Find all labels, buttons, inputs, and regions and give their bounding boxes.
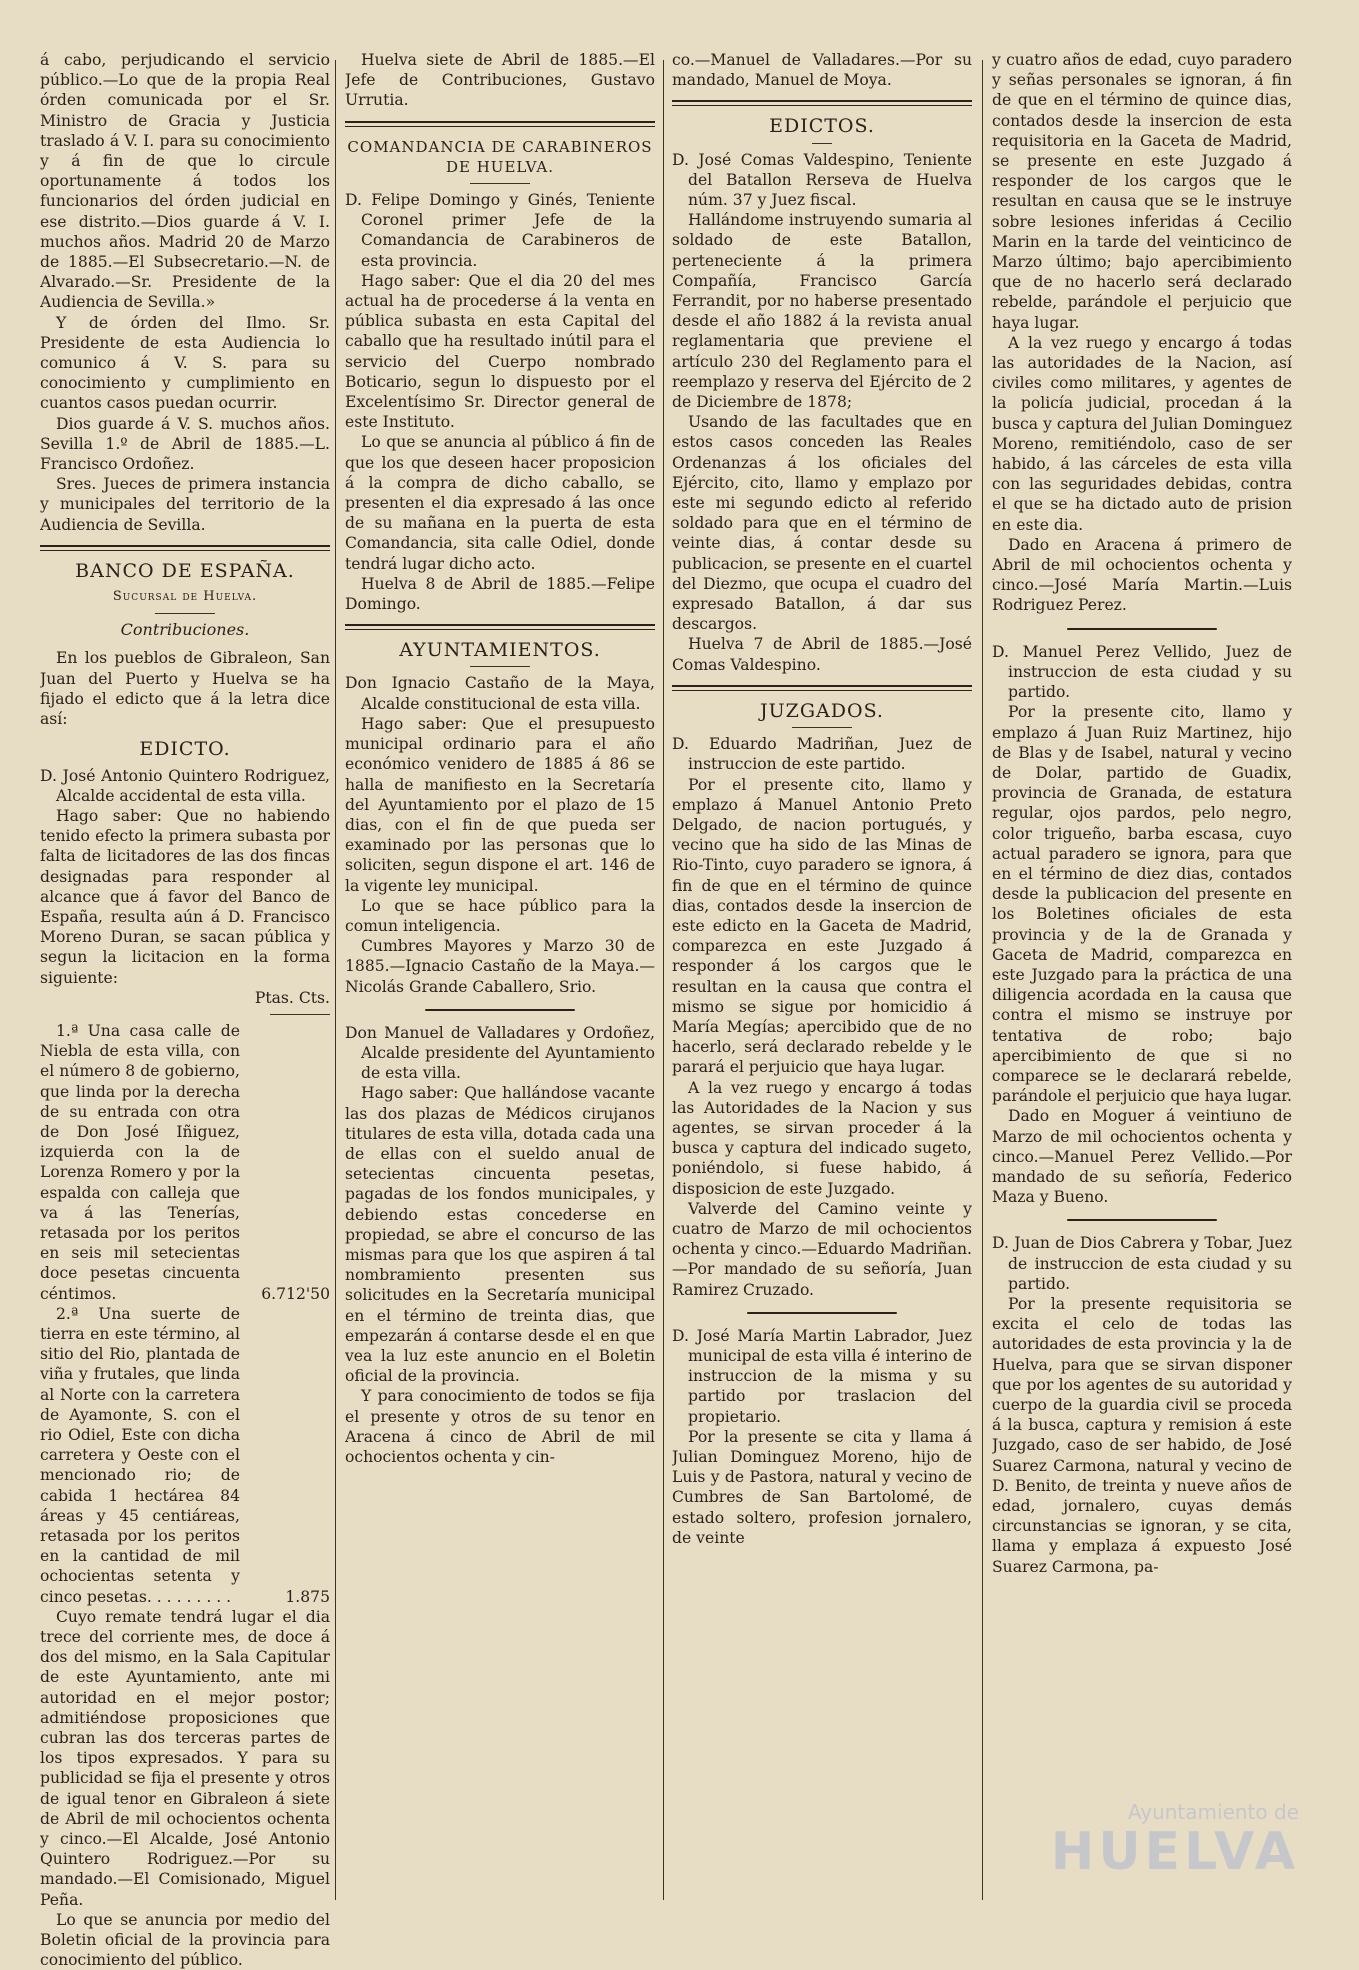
paragraph: Por la presente cito, llamo y emplazo á Juan Ruiz Martinez, hijo de Blas y de Isabel, natural y vecino de Dolar, partido de Guadix, provincia de Granada, de estatura regular, ojos pardos, pelo negro, color trigueño, barba escasa, cuyo actual paradero se ignora, para que en el término de diez dias, contados desde la publicacion del presente en los Boletines oficiales de esta provincia y de la de Granada y Gaceta de Madrid, comparezca en este Juzgado para la práctica de una diligencia acordada en la causa que contra el mismo se instruye por tentativa de robo; bajo apercibimiento de que si no comparece se le declarará rebelde, parándole el perjuicio que haya lugar. (992, 703, 1292, 1106)
section-title-ayuntamientos: AYUNTAMIENTOS. (399, 639, 601, 662)
paragraph: Lo que se anuncia al público á fin de que los que deseen hacer proposicion á la compra de dicho caballo, se presenten el dia expresado á las once de su mañana en la puerta de esta Comandancia, sita calle Odiel, donde tendrá lugar dicho acto. (345, 433, 655, 573)
ornamental-rule (425, 1009, 575, 1011)
short-rule (270, 1014, 330, 1015)
paragraph: Huelva 8 de Abril de 1885.—Felipe Domingo. (345, 574, 655, 614)
paragraph: Dado en Moguer á veintiuno de Marzo de mil ochocientos ochenta y cinco.—Manuel Perez Vellido.—Por mandado de su señoría, Federico Maza y Bueno. (992, 1107, 1292, 1207)
section-divider (40, 545, 330, 551)
currency-header: Ptas. Cts. (254, 988, 330, 1007)
column-2 (345, 50, 655, 1467)
paragraph: Dado en Aracena á primero de Abril de mil ochocientos ochenta y cinco.—José María Martin.—Luis Rodriguez Perez. (992, 535, 1292, 615)
paragraph: Lo que se hace público para la comun inteligencia. (345, 896, 655, 935)
section-divider (345, 624, 655, 630)
paragraph: Por la presente se cita y llama á Julian Dominguez Moreno, hijo de Luis y de Pastora, natural y vecino de Cumbres de San Bartolomé, de estado soltero, profesion jornalero, de veinte (672, 1427, 972, 1547)
column-4 (992, 50, 1292, 1577)
issuer: D. Eduardo Madriñan, Juez de instruccion de este partido. (672, 735, 972, 774)
paragraph: Hallándome instruyendo sumaria al soldado de este Batallon, perteneciente á la primera Compañía, Francisco García Ferrandit, por no haberse presentado desde el año 1882 á la revista anual reglamentaria que previene el artículo 230 del Reglamento para el reemplazo y reserva del Ejército de 2 de Diciembre de 1878; (672, 211, 972, 412)
paragraph: Por el presente cito, llamo y emplazo á Manuel Antonio Preto Delgado, de nacion portugués, y vecino que ha sido de las Minas de Rio-Tinto, cuyo paradero se ignora, á fin de que en el término de quince dias, contados desde la insercion de este edicto en la Gaceta de Madrid, comparezca en este Juzgado á responder á los cargos que le resultan en la causa que contra el mismo se sigue por homicidio á María Megías; apercibido que de no hacerlo, será declarado rebelde y le parará el perjuicio que haya lugar. (672, 775, 972, 1077)
paragraph: á cabo, perjudicando el servicio público.—Lo que de la propia Real órden comunicada por el Sr. Ministro de Gracia y Justicia traslado á V. I. para su conocimiento y á fin de que lo circule oportunamente á todos los funcionarios del órden judicial en ese distrito.—Dios guarde á V. I. muchos años. Madrid 20 de Marzo de 1885.—El Subsecretario.—N. de Alvarado.—Sr. Presidente de la Audiencia de Sevilla.» (40, 51, 330, 312)
paragraph: Cuyo remate tendrá lugar el dia trece del corriente mes, de doce á dos del mismo, en la Sala Capitular de este Ayuntamiento, ante mi autoridad en el mejor postor; admitiéndose proposiciones que cubran las dos terceras partes de los tipos expresados. Y para su publicidad se fija el presente y otros de igual tenor en Gibraleon á siete de Abril de mil ochocientos ochenta y cinco.—El Alcalde, José Antonio Quintero Rodriguez.—Por su mandado.—El Comisionado, Miguel Peña. (40, 1607, 330, 1909)
issuer: D. José Comas Valdespino, Teniente del Batallon Rerseva de Huelva núm. 37 y Juez fiscal. (672, 150, 972, 210)
short-rule (155, 613, 215, 614)
section-title-juzgados: JUZGADOS. (760, 699, 884, 722)
paragraph: Cumbres Mayores y Marzo 30 de 1885.—Ignacio Castaño de la Maya.—Nicolás Grande Caballero, Srio. (345, 937, 655, 996)
edicto-title: EDICTO. (139, 738, 231, 761)
paragraph: Y de órden del Ilmo. Sr. Presidente de esta Audiencia lo comunico á V. S. para su conocimiento y cumplimiento en cuantos casos puedan ocurrir. (40, 313, 330, 413)
issuer: Don Ignacio Castaño de la Maya, Alcalde constitucional de esta villa. (345, 674, 655, 713)
short-rule (792, 727, 852, 728)
ornamental-rule (1067, 628, 1217, 630)
section-divider (672, 685, 972, 691)
item-text: 1.ª Una casa calle de Niebla de esta villa, con el número 8 de gobierno, que linda por la derecha de su entrada con otra de Don José Iñiguez, izquierda con la de Lorenza Romero y por la espalda con calleja que va á las Tenerías, retasada por los peritos en seis mil setecientas doce pesetas cincuenta céntimos. (40, 1021, 240, 1303)
ornamental-rule (747, 1312, 897, 1314)
property-item (40, 1304, 330, 1607)
paragraph: Hago saber: Que el presupuesto municipal ordinario para el año económico venidero de 1885 á 86 se halla de manifiesto en la Secretaría del Ayuntamiento por el plazo de 15 dias, con el fin de que pueda ser examinado por las personas que lo soliciten, segun dispone el art. 146 de la vigente ley municipal. (345, 714, 655, 895)
issuer: D. José Antonio Quintero Rodriguez, Alcalde accidental de esta villa. (40, 766, 330, 805)
paragraph: Hago saber: Que hallándose vacante las dos plazas de Médicos cirujanos titulares de esta villa, dotada cada una de ellas con el sueldo anual de setecientas cincuenta pesetas, pagadas de los fondos municipales, y debiendo estas concederse en propiedad, se abre el concurso de las mismas para que los que aspiren á tal nombramiento presenten sus solicitudes en la Secretaría municipal en el término de treinta dias, que empezarán á contarse desde el en que vea la luz este anuncio en el Boletin oficial de la provincia. (345, 1084, 655, 1386)
column-3 (672, 50, 972, 1548)
section-subheading: Contribuciones. (120, 620, 250, 640)
newspaper-page (20, 50, 1350, 1970)
item-text: 2.ª Una suerte de tierra en este término, al sitio del Rio, plantada de viña y frutales, que linda al Norte con la carretera de Ayamonte, S. con el rio Odiel, Este con dicha carretera y Oeste con el mencionado rio; de cabida 1 hectárea 84 áreas y 45 centiáreas, retasada por los peritos en la cantidad de mil ochocientas setenta y cinco pesetas. . . . . . . . . (40, 1304, 240, 1606)
column-divider (663, 60, 664, 1900)
section-title-edictos: EDICTOS. (769, 115, 875, 138)
paragraph: Hago saber: Que el dia 20 del mes actual ha de procederse á la venta en pública subasta en esta Capital del caballo que ha resultado inútil para el servicio del Cuerpo nombrado Boticario, segun lo dispuesto por el Excelentísimo Sr. Director general de este Instituto. (345, 271, 655, 432)
paragraph: A la vez ruego y encargo á todas las autoridades de la Nacion, así civiles como militares, y agentes de la policía judicial, procedan á la busca y captura del Julian Dominguez Moreno, remitiéndolo, caso de ser habido, á las cárceles de esta villa con las seguridades debidas, contra el que se ha dictado auto de prision en este dia. (992, 333, 1292, 534)
paragraph: Hago saber: Que no habiendo tenido efecto la primera subasta por falta de licitadores de las dos fincas designadas para responder al alcance que á favor del Banco de España, resulta aún á D. Francisco Moreno Duran, se sacan pública y segun la licitacion en la forma siguiente: (40, 806, 330, 987)
paragraph: Valverde del Camino veinte y cuatro de Marzo de mil ochocientos ochenta y cinco.—Eduardo Madriñan.—Por mandado de su señoría, Juan Ramirez Cruzado. (672, 1199, 972, 1299)
paragraph: En los pueblos de Gibraleon, San Juan del Puerto y Huelva se ha fijado el edicto que á la letra dice así: (40, 649, 330, 729)
column-divider (335, 60, 336, 1900)
issuer: Don Manuel de Valladares y Ordoñez, Alcalde presidente del Ayuntamiento de esta villa. (345, 1023, 655, 1083)
section-title-carabineros: COMANDANCIA DE CARABINEROS DE HUELVA. (347, 137, 653, 176)
short-rule (812, 143, 832, 144)
paragraph: Huelva siete de Abril de 1885.—El Jefe de Contribuciones, Gustavo Urrutia. (345, 51, 655, 110)
issuer: D. Felipe Domingo y Ginés, Teniente Coronel primer Jefe de la Comandancia de Carabineros de esta provincia. (345, 191, 655, 270)
watermark-line: Ayuntamiento de (1127, 1800, 1299, 1824)
issuer: D. Manuel Perez Vellido, Juez de instruccion de esta ciudad y su partido. (992, 642, 1292, 702)
section-divider (672, 100, 972, 106)
short-rule (470, 183, 530, 184)
archive-watermark (1049, 1800, 1299, 1895)
paragraph: Dios guarde á V. S. muchos años. Sevilla 1.º de Abril de 1885.—L. Francisco Ordoñez. (40, 414, 330, 474)
paragraph: Y para conocimiento de todos se fija el presente y otros de su tenor en Aracena á cinco de Abril de mil ochocientos ochenta y cin- (345, 1387, 655, 1466)
paragraph: Sres. Jueces de primera instancia y municipales del territorio de la Audiencia de Sevilla. (40, 475, 330, 534)
paragraph: y cuatro años de edad, cuyo paradero y señas personales se ignoran, á fin de que en el término de quince dias, contados desde la insercion de esta requisitoria en la Gaceta de Madrid, se presente en este Juzgado á responder de los cargos que le resultan en causa que se le instruye sobre lesiones inferidas á Cecilio Marin en la tarde del veinticinco de Marzo último; bajo apercibimiento que de no hacerlo será declarado rebelde, parándole el perjuicio que haya lugar. (992, 51, 1292, 332)
paragraph: A la vez ruego y encargo á todas las Autoridades de la Nacion y sus agentes, se sirvan proceder á la busca y captura del indicado sugeto, poniéndolo, si fuese habido, á disposicion de este Juzgado. (672, 1078, 972, 1198)
ornamental-rule (1067, 1219, 1217, 1221)
column-1 (40, 50, 330, 1970)
section-subtitle: Sucursal de Huelva. (112, 589, 258, 605)
paragraph: Usando de las facultades que en estos casos conceden las Reales Ordenanzas á los oficiales del Ejército, cito, llamo y emplazo por este mi segundo edicto al referido soldado para que en el término de veinte dias, á contar desde su publicacion, se presente en el cuartel del Diezmo, que ocupa el cuadro del expresado Batallon, á dar sus descargos. (672, 413, 972, 634)
property-item (40, 1021, 330, 1304)
item-amount: 1.875 (285, 1587, 330, 1606)
short-rule (470, 666, 530, 667)
paragraph: co.—Manuel de Valladares.—Por su mandado, Manuel de Moya. (672, 51, 972, 90)
paragraph: Por la presente requisitoria se excita el celo de todas las autoridades de esta provincia y la de Huelva, para que se sirvan disponer que por los agentes de su autoridad y cuerpo de la guardia civil se proceda á la busca, captura y remision á este Juzgado, caso de ser habido, de José Suarez Carmona, natural y vecino de D. Benito, de treinta y nueve años de edad, jornalero, cuyas demás circunstancias se ignoran, y se cita, llama y emplaza á expuesto José Suarez Carmona, pa- (992, 1294, 1292, 1576)
issuer: D. José María Martin Labrador, Juez municipal de esta villa é interino de instruccion de la misma y su partido por traslacion del propietario. (672, 1326, 972, 1426)
paragraph: Lo que se anuncia por medio del Boletin oficial de la provincia para conocimiento del público. (40, 1910, 330, 1970)
section-title-banco: BANCO DE ESPAÑA. (75, 559, 295, 582)
watermark-title: HUELVA (1050, 1822, 1299, 1882)
item-amount: 6.712'50 (261, 1284, 330, 1303)
column-divider (982, 60, 983, 1900)
paragraph: Huelva 7 de Abril de 1885.—José Comas Valdespino. (672, 635, 972, 674)
section-divider (345, 121, 655, 127)
issuer: D. Juan de Dios Cabrera y Tobar, Juez de instruccion de esta ciudad y su partido. (992, 1234, 1292, 1293)
